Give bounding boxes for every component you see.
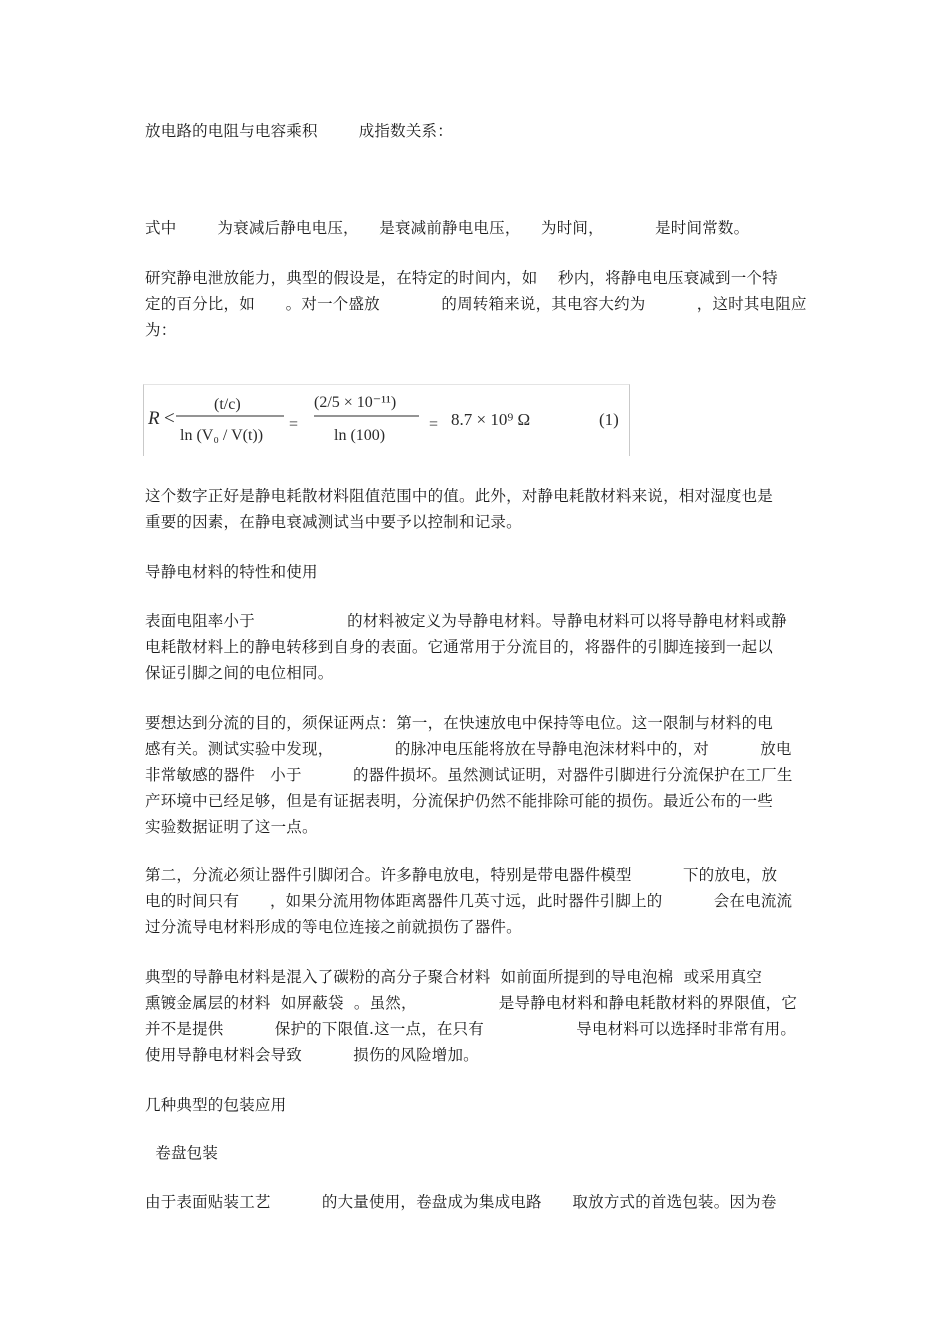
- paragraph-line: 电的时间只有 ，如果分流用物体距离器件几英寸远，此时器件引脚上的 会在电流流: [145, 892, 793, 910]
- paragraph-line: 表面电阻率小于 的材料被定义为导静电材料。导静电材料可以将导静电材料或静: [145, 612, 787, 630]
- paragraph-line: 熏镀金属层的材料 如屏蔽袋 。虽然， 是导静电材料和静电耗散材料的界限值，它: [145, 994, 798, 1012]
- section-heading: 导静电材料的特性和使用: [145, 563, 318, 581]
- paragraph-line: 实验数据证明了这一点。: [145, 818, 318, 836]
- paragraph-line: 产环境中已经足够，但是有证据表明，分流保护仍然不能排除可能的损伤。最近公布的一些: [145, 792, 774, 810]
- paragraph-line: 感有关。测试实验中发现， 的脉冲电压能将放在导静电泡沫材料中的，对 放电: [145, 740, 792, 758]
- paragraph-line: 放电路的电阻与电容乘积 成指数关系：: [145, 122, 453, 140]
- paragraph-line: 这个数字正好是静电耗散材料阻值范围中的值。此外，对静电耗散材料来说，相对湿度也是: [145, 487, 774, 505]
- paragraph-line: 为：: [145, 321, 177, 339]
- paragraph-line: 保证引脚之间的电位相同。: [145, 664, 334, 682]
- formula-num2: (2/5 × 10⁻¹¹): [314, 394, 397, 411]
- formula-equation-1: [143, 384, 630, 456]
- formula-den1: ln (V₀ / V(t)): [180, 427, 264, 444]
- paragraph-line: 非常敏感的器件 小于 的器件损坏。虽然测试证明，对器件引脚进行分流保护在工厂生: [145, 766, 793, 784]
- paragraph-line: 要想达到分流的目的，须保证两点：第一，在快速放电中保持等电位。这一限制与材料的电: [145, 714, 774, 732]
- subsection-heading: 卷盘包装: [145, 1144, 219, 1162]
- formula-den2: ln (100): [334, 427, 386, 444]
- paragraph-line: 定的百分比，如 。对一个盛放 的周转箱来说，其电容大约为 ，这时其电阻应: [145, 295, 807, 313]
- formula-lt: <: [164, 408, 175, 429]
- section-heading: 几种典型的包装应用: [145, 1096, 287, 1114]
- formula-num1: (t/c): [214, 396, 241, 413]
- paragraph-line: 研究静电泄放能力，典型的假设是，在特定的时间内，如 秒内，将静电电压衰减到一个特: [145, 269, 778, 287]
- paragraph-line: 过分流导电材料形成的等电位连接之前就损伤了器件。: [145, 918, 522, 936]
- formula-eq2: =: [429, 416, 439, 433]
- formula-lhs: R: [148, 408, 160, 429]
- formula-result: 8.7 × 10⁹ Ω: [451, 410, 531, 429]
- formula-eq1: =: [289, 416, 299, 433]
- formula-number: (1): [599, 410, 619, 429]
- paragraph-line: 并不是提供 保护的下限值.这一点，在只有 导电材料可以选择时非常有用。: [145, 1020, 797, 1038]
- paragraph-line: 式中 为衰减后静电电压， 是衰减前静电电压， 为时间， 是时间常数。: [145, 219, 750, 237]
- paragraph-line: 重要的因素，在静电衰减测试当中要予以控制和记录。: [145, 513, 522, 531]
- paragraph-line: 使用导静电材料会导致 损伤的风险增加。: [145, 1046, 479, 1064]
- paragraph-line: 由于表面贴装工艺 的大量使用，卷盘成为集成电路 取放方式的首选包装。因为卷: [145, 1193, 777, 1211]
- paragraph-line: 第二，分流必须让器件引脚闭合。许多静电放电，特别是带电器件模型 下的放电，放: [145, 866, 778, 884]
- paragraph-line: 典型的导静电材料是混入了碳粉的高分子聚合材料 如前面所提到的导电泡棉 或采用真空: [145, 968, 763, 986]
- paragraph-line: 电耗散材料上的静电转移到自身的表面。它通常用于分流目的，将器件的引脚连接到一起以: [145, 638, 774, 656]
